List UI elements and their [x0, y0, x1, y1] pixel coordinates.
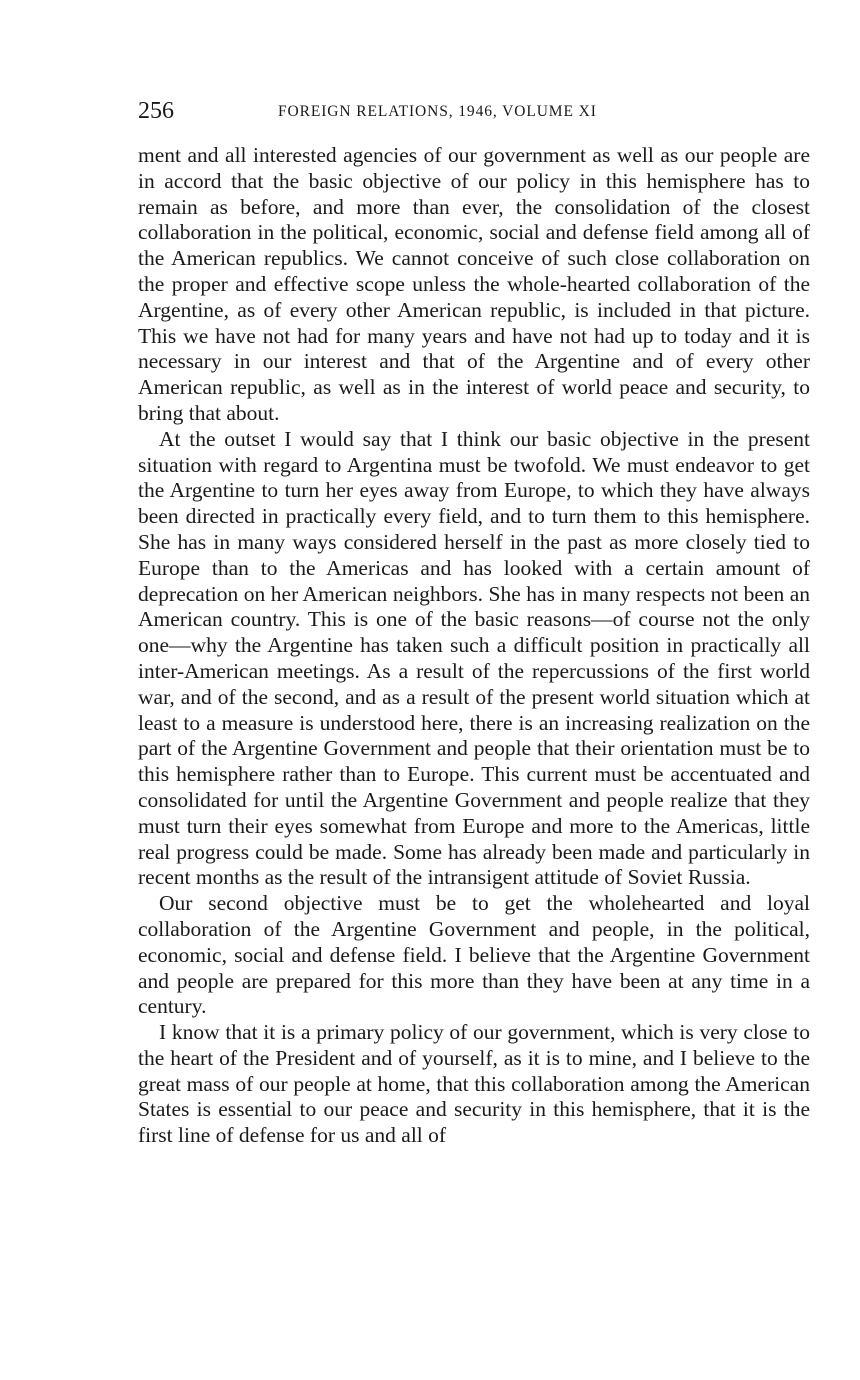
body-text: [138, 143, 810, 1149]
page-header: [138, 96, 810, 130]
page-number: 256: [138, 98, 174, 124]
paragraph: At the outset I would say that I think our basic objective in the present situation with regard to Argentina must be twofold. We must endeavor to get the Argentine to turn her eyes away from Europe, to which they have always been directed in practically every field, and to turn them to this hemisphere. She has in many ways considered herself in the past as more closely tied to Europe than to the Americas and has looked with a certain amount of deprecation on her American neighbors. She has in many respects not been an American country. This is one of the basic reasons—of course not the only one—why the Argentine has taken such a difficult position in practically all inter-American meetings. As a result of the repercussions of the first world war, and of the second, and as a result of the present world situation which at least to a measure is understood here, there is an increasing realization on the part of the Argentine Government and people that their orientation must be to this hemisphere rather than to Europe. This current must be accentuated and consolidated for until the Argentine Government and people realize that they must turn their eyes somewhat from Europe and more to the Americas, little real progress could be made. Some has already been made and particularly in recent months as the result of the intransigent attitude of Soviet Russia.: [138, 426, 810, 890]
paragraph: Our second objective must be to get the wholehearted and loyal collaboration of the Argentine Government and people, in the political, economic, social and defense field. I believe that the Argentine Government and people are prepared for this more than they have been at any time in a century.: [138, 891, 810, 1019]
paragraph: I know that it is a primary policy of our government, which is very close to the heart of the President and of yourself, as it is to mine, and I believe to the great mass of our people at home, that this collaboration among the American States is essential to our peace and security in this hemisphere, that it is the first line of defense for us and all of: [138, 1020, 810, 1148]
running-head: FOREIGN RELATIONS, 1946, VOLUME XI: [278, 103, 597, 120]
document-page: [138, 96, 810, 1149]
paragraph-continued: ment and all interested agencies of our government as well as our people are in accord that the basic objective of our policy in this hemisphere has to remain as before, and more than ever, the consolidation of the closest collaboration in the political, economic, social and defense field among all of the American republics. We cannot conceive of such close collaboration on the proper and effective scope unless the whole-hearted collaboration of the Argentine, as of every other American republic, is included in that picture. This we have not had for many years and have not had up to today and it is necessary in our interest and that of the Argentine and of every other American republic, as well as in the interest of world peace and security, to bring that about.: [138, 143, 810, 425]
